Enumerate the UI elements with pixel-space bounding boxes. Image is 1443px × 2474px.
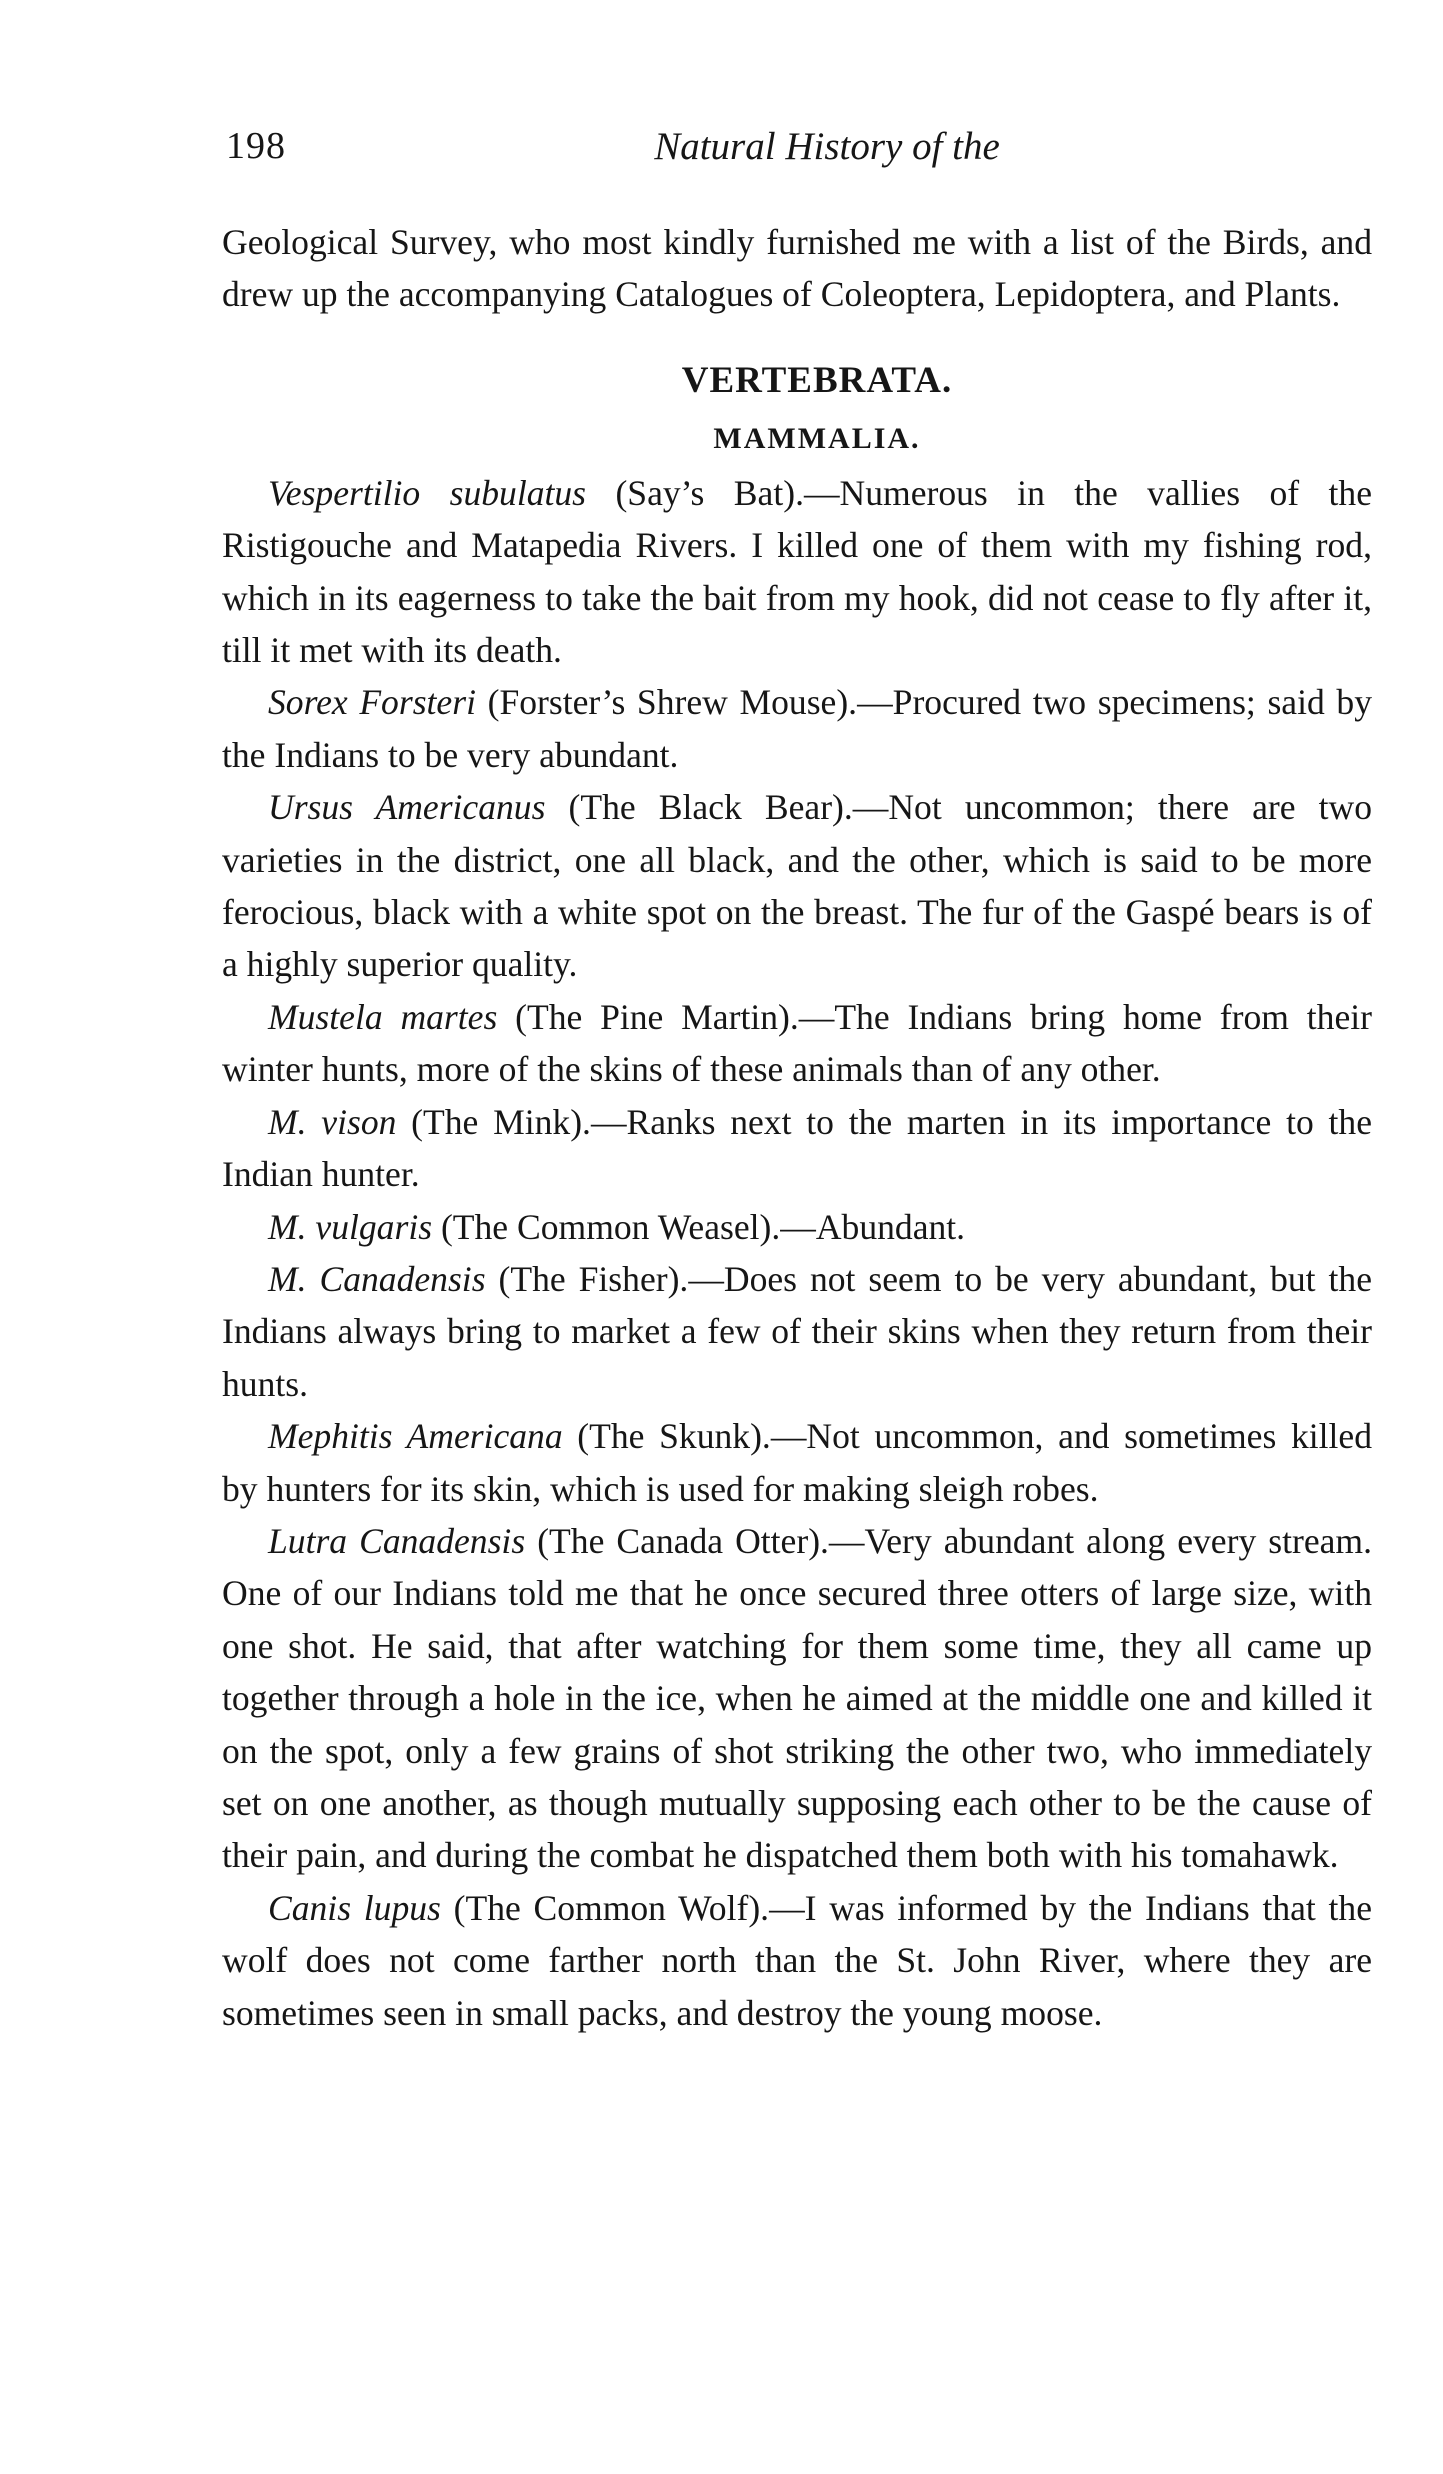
species-name: Sorex Forsteri [268,682,476,723]
species-name: Mephitis Americana [268,1416,563,1457]
species-description: (The Pine Martin).—The Indians bring home from their winter hunts, more of the skins of these animals than of any other. [222,996,1372,1090]
species-entry [222,781,1372,991]
species-entry [222,1515,1372,1882]
species-description: (The Black Bear).—Not uncommon; there are two varieties in the district, one all black, and the other, which is said to be more ferocious, black with a white spot on the breast. The fur of the Gaspé bears is of a highly superior quality. [222,787,1372,985]
species-description: (Forster’s Shrew Mouse).—Procured two specimens; said by the Indians to be very abundant. [222,682,1372,775]
species-entry [222,676,1372,781]
species-entry [222,1096,1372,1201]
species-description: (Say’s Bat).—Numerous in the vallies of the Ristigouche and Matapedia Rivers. I killed one of them with my fishing rod, which in its eagerness to take the bait from my hook, did not cease to fly after it, till it met with its death. [222,472,1372,671]
species-name: Canis lupus [268,1887,441,1928]
species-description: (The Canada Otter).—Very abundant along every stream. One of our Indians told me that he once secured three otters of large size, with one shot. He said, that after watching for them some time, they all came up together through a hole in the ice, when he aimed at the middle one and killed it on the spot, only a few grains of shot striking the other two, who immediately set on one another, as though mutually supposing each other to be the cause of their pain, and during the combat he dispatched them both with his tomahawk. [222,1520,1372,1876]
species-entry [222,1410,1372,1515]
species-description: (The Skunk).—Not uncommon, and sometimes killed by hunters for its skin, which is used for making sleigh robes. [222,1416,1372,1509]
page-body [222,216,1372,2039]
species-description: (The Fisher).—Does not seem to be very abundant, but the Indians always bring to market a few of their skins when they return from their hunts. [222,1258,1372,1404]
page-header [222,110,1372,190]
species-entry [222,991,1372,1096]
species-name: M. vulgaris [268,1206,433,1247]
page-number: 198 [226,125,286,167]
species-entry [222,1253,1372,1410]
species-description: (The Common Wolf).—I was informed by the Indians that the wolf does not come farther north than the St. John River, where they are sometimes seen in small packs, and destroy the young moose. [222,1887,1373,2033]
book-page [222,110,1372,2039]
species-entry [222,1201,1372,1253]
species-name: Lutra Canadensis [268,1520,526,1561]
species-name: M. vison [268,1101,397,1142]
running-title: Natural History of the [654,125,1000,168]
intro-paragraph: Geological Survey, who most kindly furnished me with a list of the Birds, and drew up the accompanying Catalogues of Coleoptera, Lepidoptera, and Plants. [222,222,1372,315]
species-description: (The Mink).—Ranks next to the marten in its importance to the Indian hunter. [222,1101,1372,1195]
species-entry [222,467,1372,677]
species-name: Vespertilio subulatus [268,472,587,513]
species-name: M. Canadensis [268,1258,486,1299]
section-title: VERTEBRATA. [681,359,953,401]
species-name: Mustela martes [268,996,498,1037]
species-entry [222,1882,1372,2039]
species-description: (The Common Weasel).—Abundant. [432,1206,966,1247]
species-name: Ursus Americanus [268,787,546,828]
subsection-title: MAMMALIA. [713,421,921,455]
